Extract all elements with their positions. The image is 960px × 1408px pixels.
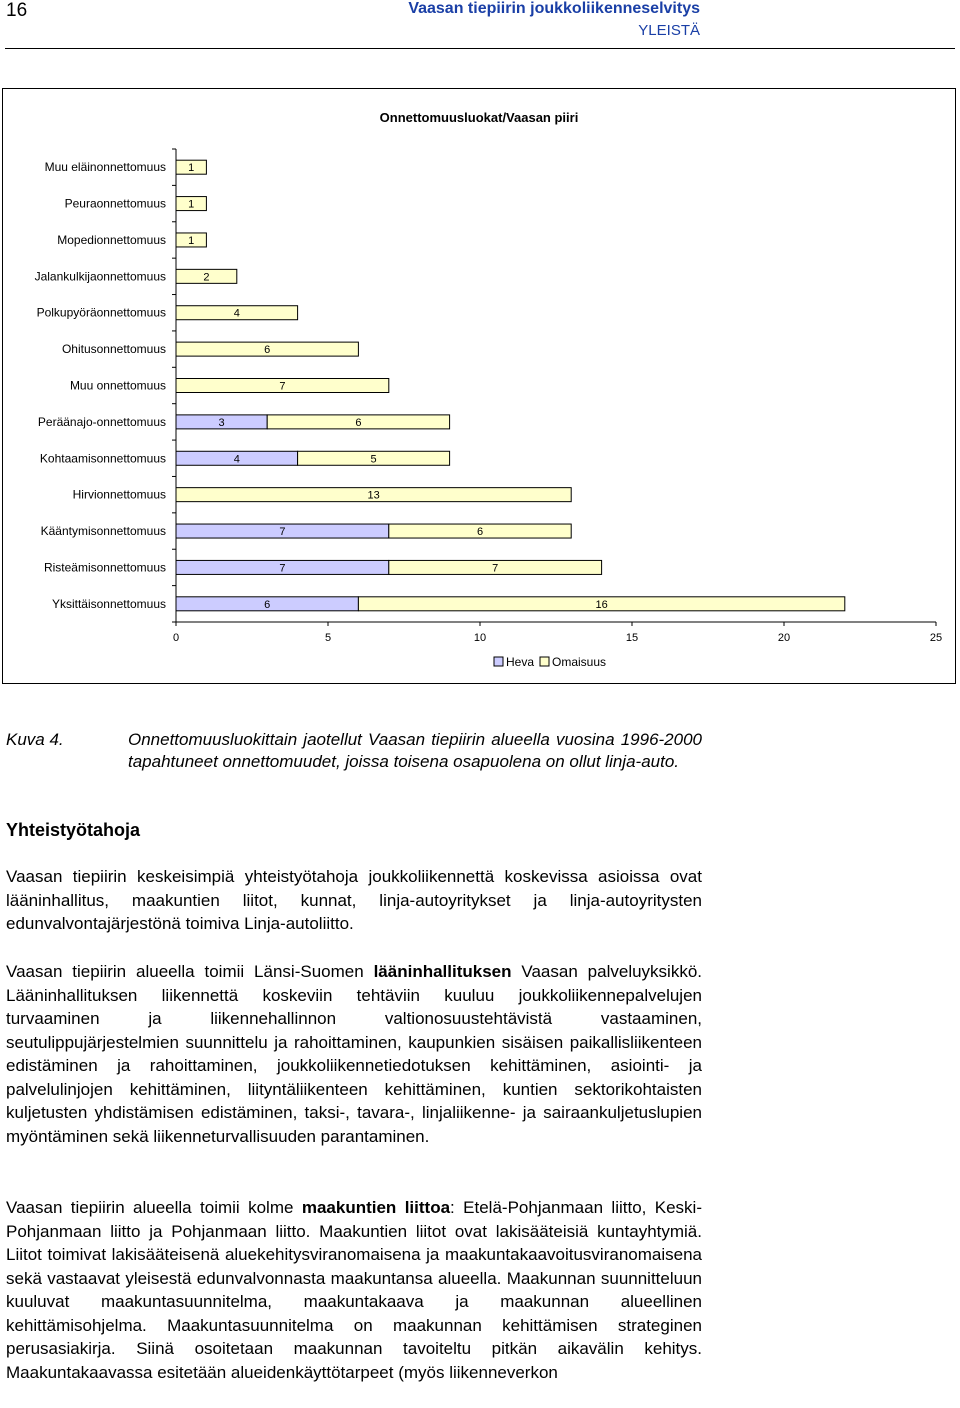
legend-swatch-omaisuus — [540, 657, 549, 666]
legend-label-omaisuus: Omaisuus — [552, 655, 607, 669]
section-label: YLEISTÄ — [638, 22, 700, 39]
data-label: 4 — [233, 453, 240, 466]
data-label: 1 — [188, 198, 195, 211]
data-label: 6 — [355, 416, 362, 429]
paragraph-2-text-a: Vaasan tiepiirin alueella toimii Länsi-Suomen — [6, 962, 374, 981]
data-label: 7 — [492, 562, 499, 575]
paragraph-1: Vaasan tiepiirin keskeisimpiä yhteistyötahoja joukkoliikennettä koskevissa asioissa ovat lääninhallitus, maakuntien liitot, kunnat, linja-autoyritykset ja linja-autoyritysten edunvalvontajärjestönä toimiva Linja-autoliitto. — [6, 867, 702, 933]
document-title: Vaasan tiepiirin joukkoliikenneselvitys — [408, 0, 700, 17]
data-label: 4 — [233, 307, 240, 320]
paragraph-2-text-b: Vaasan palveluyksikkö. Lääninhallituksen liikennettä koskeviin tehtäviin kuuluu joukkoliikennepalvelujen turvaaminen ja liikennehallinnon valtionosuustehtävistä vastaaminen, seutulippujärjestelmien suunnittelu ja rahoittaminen, kaupunkien sisäisen paikallisliikenteen edistäminen ja rahoittaminen, joukkoliikennetiedotuksen kehittäminen, asiointi- ja palvelulinjojen kehittäminen, liityntäliikenteen kehittäminen, kuntien sektorikohtaisten kuljetusten yhdistämisen edistäminen, taksi-, tavara-, linjaliikenne- ja sairaankuljetuslupien myöntäminen sekä liikenneturvallisuuden parantaminen. — [6, 962, 703, 1146]
category-label: Kääntymisonnettomuus — [40, 524, 166, 539]
x-tick-label: 0 — [172, 632, 180, 644]
paragraph-2 — [6, 960, 702, 1148]
data-label: 5 — [370, 453, 377, 466]
paragraph-3-bold: maakuntien liittoa — [301, 1198, 451, 1217]
category-label: Hirvionnettomuus — [72, 487, 166, 502]
x-tick-label: 5 — [324, 632, 332, 644]
data-label: 1 — [188, 234, 195, 247]
category-label: Kohtaamisonnettomuus — [39, 451, 166, 466]
category-label: Polkupyöräonnettomuus — [36, 305, 166, 320]
data-label: 3 — [218, 416, 225, 429]
data-label: 2 — [203, 271, 210, 284]
paragraph-3-text-b: : Etelä-Pohjanmaan liitto, Keski-Pohjanmaan liitto ja Pohjanmaan liitto. Maakuntien liitot ovat lakisääteisiä kuntayhtymiä. Liitot toimivat lakisääteisenä aluekehitysviranomaisena ja maakuntakaavoitusviranomaisena sekä vastaavat yleisestä edunvalvonnasta maakuntansa alueella. Maakunnan suunnitteluun kuuluvat maakuntasuunnitelma, maakuntakaava ja maakunnan alueellinen kehittämisohjelma. Maakuntasuunnitelma on maakunnan kehittämisen strateginen perusasiakirja. Siinä osoitetaan maakunnan tavoiteltu pitkän aikavälin kehitys. Maakuntakaavassa esitetään alueidenkäyttötarpeet (myös liikenneverkon — [6, 1198, 702, 1382]
figure-label: Kuva 4. — [6, 730, 64, 749]
legend-swatch-heva — [494, 657, 503, 666]
category-label: Muu onnettomuus — [69, 378, 166, 393]
data-label: 16 — [595, 598, 608, 611]
x-tick-label: 15 — [625, 632, 639, 644]
section-heading: Yhteistyötahoja — [6, 820, 141, 840]
category-label: Peräänajo-onnettomuus — [37, 414, 166, 429]
data-label: 7 — [279, 526, 286, 539]
category-label: Peuraonnettomuus — [64, 196, 166, 211]
category-label: Mopedionnettomuus — [57, 232, 166, 247]
data-label: 7 — [279, 562, 286, 575]
header-rule — [5, 48, 955, 49]
x-tick-label: 25 — [929, 632, 943, 644]
paragraph-3-text-a: Vaasan tiepiirin alueella toimii kolme — [6, 1198, 302, 1217]
chart-frame — [2, 88, 956, 684]
category-label: Yksittäisonnettomuus — [51, 596, 166, 611]
page-number: 16 — [6, 0, 28, 21]
data-label: 1 — [188, 162, 195, 175]
x-tick-label: 10 — [473, 632, 487, 644]
x-tick-label: 20 — [777, 632, 791, 644]
category-label: Jalankulkijaonnettomuus — [34, 269, 166, 284]
legend-label-heva: Heva — [506, 655, 535, 669]
figure-caption: Onnettomuusluokittain jaotellut Vaasan tiepiirin alueella vuosina 1996-2000 tapahtuneet onnettomuudet, joissa toisena osapuolena on ollut linja-auto. — [128, 730, 702, 771]
data-label: 7 — [279, 380, 286, 393]
category-label: Risteämisonnettomuus — [43, 560, 166, 575]
data-label: 13 — [367, 489, 380, 502]
data-label: 6 — [264, 598, 271, 611]
data-label: 6 — [476, 526, 484, 539]
chart-title: Onnettomuusluokat/Vaasan piiri — [379, 110, 579, 125]
category-label: Ohitusonnettomuus — [61, 342, 166, 357]
data-label: 6 — [264, 344, 271, 357]
paragraph-2-bold: lääninhallituksen — [373, 962, 512, 981]
paragraph-3 — [6, 1196, 702, 1384]
accident-category-chart — [3, 89, 955, 683]
category-label: Muu eläinonnettomuus — [44, 160, 166, 175]
